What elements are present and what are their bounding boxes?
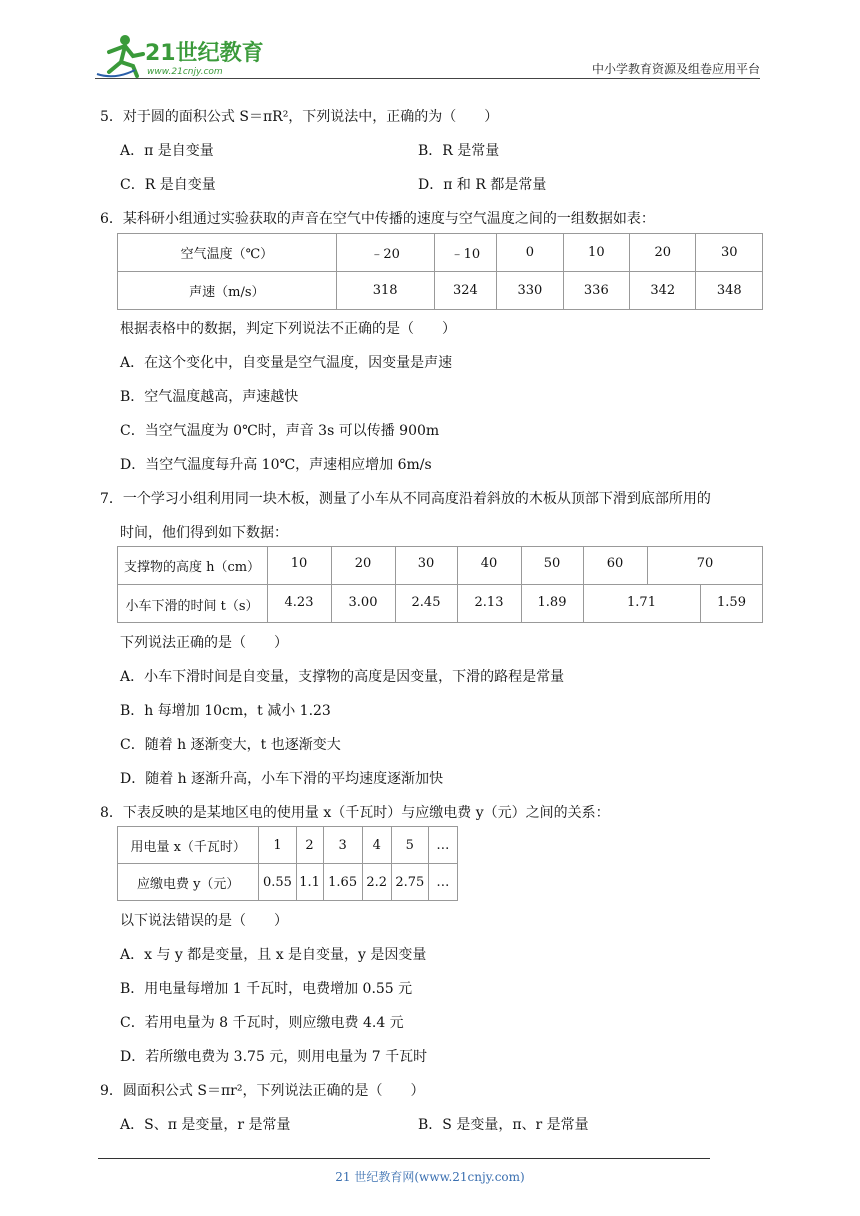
table-cell: 318: [336, 272, 434, 310]
q7-option-c: C．随着 h 逐渐变大，t 也逐渐变大: [120, 737, 341, 753]
footer-link[interactable]: 21 世纪教育网(www.21cnjy.com): [335, 1170, 525, 1184]
q5-option-c: C．R 是自变量: [120, 177, 216, 193]
table-cell: 10: [563, 234, 629, 272]
table-row: [118, 827, 458, 864]
q8-stem: 8．下表反映的是某地区电的使用量 x（千瓦时）与应缴电费 y（元）之间的关系：: [100, 805, 610, 821]
header-platform-text: 中小学教育资源及组卷应用平台: [591, 62, 760, 76]
q7-data-table: [117, 546, 763, 623]
table-cell: 20: [354, 556, 372, 571]
q5-stem: 5．对于圆的面积公式 S＝πR²，下列说法中，正确的为（ ）: [100, 109, 499, 125]
q6-data-table: [117, 233, 763, 310]
q6-option-d: D．当空气温度每升高 10℃，声速相应增加 6m/s: [120, 457, 432, 473]
table-cell: 70: [696, 556, 714, 571]
table-row: [118, 234, 763, 272]
table-cell: 0: [497, 234, 563, 272]
table-cell: 2.75: [391, 864, 428, 901]
table-cell: 2.2: [362, 864, 391, 901]
table-row: [118, 864, 458, 901]
q9-stem: 9．圆面积公式 S＝πr²，下列说法正确的是（ ）: [100, 1083, 425, 1099]
q6-option-a: A．在这个变化中，自变量是空气温度，因变量是声速: [120, 355, 453, 371]
table-cell: 1: [259, 827, 296, 864]
q7-prompt: 下列说法正确的是（ ）: [120, 635, 288, 651]
table-cell: 10: [290, 556, 308, 571]
q7-stem-line1: 7．一个学习小组利用同一块木板，测量了小车从不同高度沿着斜放的木板从顶部下滑到底部所用的: [100, 491, 711, 507]
table-cell: 50: [543, 556, 561, 571]
table-cell: 3: [323, 827, 362, 864]
table-cell: 用电量 x（千瓦时）: [118, 827, 259, 864]
table-cell: 1.71: [627, 595, 656, 610]
table-cell: 342: [630, 272, 696, 310]
q8-data-table: [117, 826, 458, 901]
site-logo: [95, 30, 270, 82]
table-cell: 1.65: [323, 864, 362, 901]
q5-option-d: D．π 和 R 都是常量: [418, 177, 547, 193]
q5-option-b: B．R 是常量: [418, 143, 500, 159]
q8-option-b: B．用电量每增加 1 千瓦时，电费增加 0.55 元: [120, 981, 413, 997]
q7-option-a: A．小车下滑时间是自变量，支撑物的高度是因变量，下滑的路程是常量: [120, 669, 565, 685]
table-cell: 5: [391, 827, 428, 864]
q7-option-b: B．h 每增加 10cm，t 减小 1.23: [120, 703, 331, 719]
q6-option-b: B．空气温度越高，声速越快: [120, 389, 299, 405]
table-cell: 324: [434, 272, 496, 310]
table-cell: 40: [480, 556, 498, 571]
table-cell: 声速（m/s）: [118, 272, 337, 310]
q6-stem: 6．某科研小组通过实验获取的声音在空气中传播的速度与空气温度之间的一组数据如表：: [100, 211, 655, 227]
table-cell: 30: [696, 234, 763, 272]
table-cell: 1.89: [537, 595, 567, 610]
table-row: [118, 272, 763, 310]
table-cell: …: [428, 827, 457, 864]
table-cell: 应缴电费 y（元）: [118, 864, 259, 901]
runner-logo-icon: [95, 30, 270, 82]
table-cell: ﹣20: [336, 234, 434, 272]
table-cell: 支撑物的高度 h（cm）: [123, 560, 261, 575]
table-cell: 2: [296, 827, 323, 864]
table-cell: 30: [417, 556, 435, 571]
table-cell: 4: [362, 827, 391, 864]
table-cell: 20: [630, 234, 696, 272]
q7-option-d: D．随着 h 逐渐升高，小车下滑的平均速度逐渐加快: [120, 771, 444, 787]
table-cell: …: [428, 864, 457, 901]
table-cell: 3.00: [348, 595, 378, 610]
q5-option-a: A．π 是自变量: [120, 143, 214, 159]
table-cell: ﹣10: [434, 234, 496, 272]
header-divider: [95, 78, 760, 79]
table-cell: 330: [497, 272, 563, 310]
q9-option-a: A．S、π 是变量，r 是常量: [120, 1117, 291, 1133]
table-cell: 1.1: [296, 864, 323, 901]
table-cell: 1.59: [717, 595, 746, 610]
q8-option-c: C．若用电量为 8 千瓦时，则应缴电费 4.4 元: [120, 1015, 404, 1031]
q8-option-a: A．x 与 y 都是变量，且 x 是自变量，y 是因变量: [120, 947, 427, 963]
logo-url: www.21cnjy.com: [147, 67, 223, 77]
table-cell: 0.55: [259, 864, 296, 901]
table-cell: 空气温度（℃）: [118, 234, 337, 272]
table-cell: 4.23: [284, 595, 314, 610]
q7-stem-line2: 时间，他们得到如下数据：: [120, 525, 288, 541]
footer-divider: [98, 1158, 710, 1159]
table-cell: 336: [563, 272, 629, 310]
table-cell: 2.45: [411, 595, 441, 610]
logo-text: 21世纪教育: [145, 41, 264, 66]
table-cell: 小车下滑的时间 t（s）: [125, 599, 259, 614]
table-cell: 348: [696, 272, 763, 310]
q6-option-c: C．当空气温度为 0℃时，声音 3s 可以传播 900m: [120, 423, 440, 439]
q8-prompt: 以下说法错误的是（ ）: [120, 913, 288, 929]
q8-option-d: D．若所缴电费为 3.75 元，则用电量为 7 千瓦时: [120, 1049, 428, 1065]
q9-option-b: B．S 是变量，π、r 是常量: [418, 1117, 589, 1133]
q6-prompt: 根据表格中的数据，判定下列说法不正确的是（ ）: [120, 321, 456, 337]
table-cell: 2.13: [474, 595, 504, 610]
table-cell: 60: [606, 556, 624, 571]
